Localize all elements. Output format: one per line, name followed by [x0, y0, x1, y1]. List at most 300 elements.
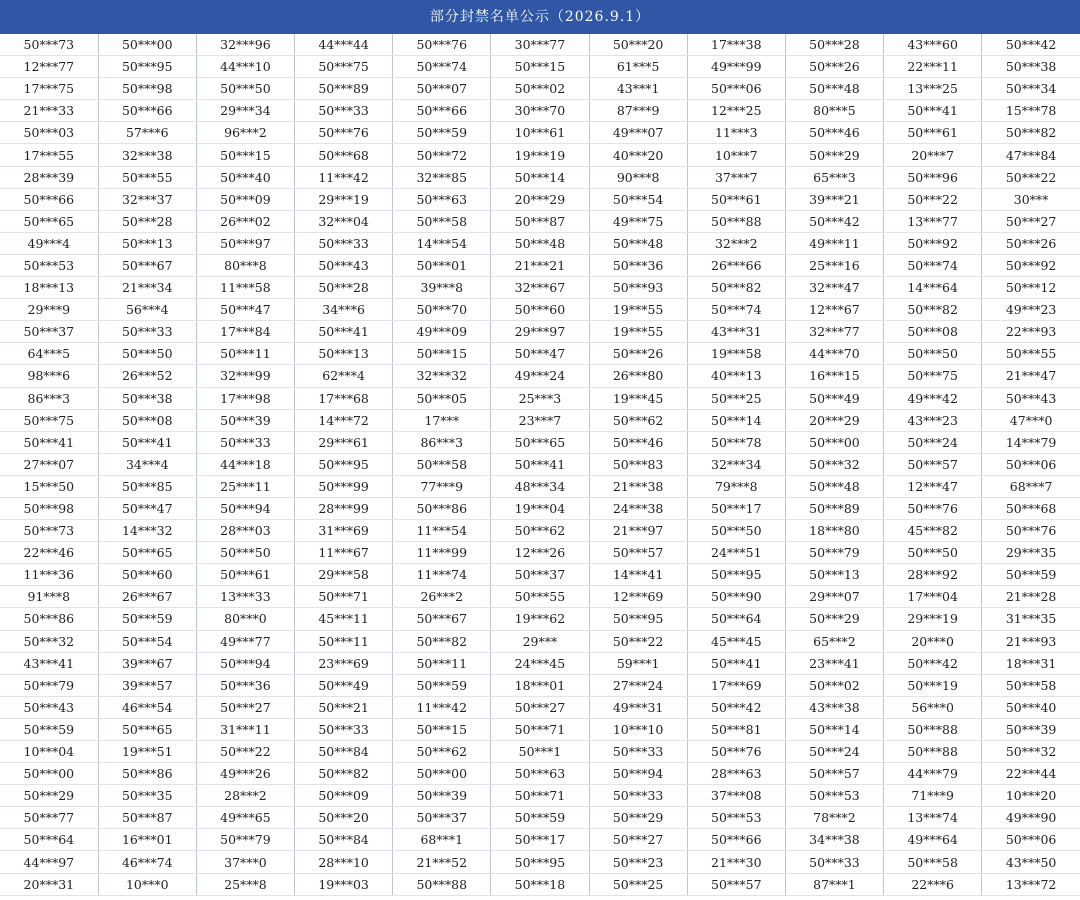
masked-id-cell: 49***26: [196, 763, 294, 785]
masked-id-cell: 28***99: [295, 497, 393, 519]
masked-id-cell: 24***51: [687, 542, 785, 564]
masked-id-cell: 50***59: [982, 564, 1080, 586]
masked-id-cell: 19***19: [491, 144, 589, 166]
masked-id-cell: 49***42: [884, 387, 982, 409]
masked-id-cell: 50***40: [982, 696, 1080, 718]
masked-id-cell: 21***28: [982, 586, 1080, 608]
masked-id-cell: 50***82: [884, 299, 982, 321]
masked-id-cell: 29***9: [0, 299, 98, 321]
table-row: [0, 166, 1080, 188]
masked-id-cell: 50***48: [785, 78, 883, 100]
masked-id-cell: 12***26: [491, 542, 589, 564]
masked-id-cell: 11***99: [393, 542, 491, 564]
table-row: [0, 586, 1080, 608]
masked-id-cell: 87***9: [589, 100, 687, 122]
masked-id-cell: 50***75: [295, 56, 393, 78]
masked-id-cell: 50***11: [393, 652, 491, 674]
masked-id-cell: 50***26: [785, 56, 883, 78]
masked-id-cell: 49***31: [589, 696, 687, 718]
masked-id-cell: 78***2: [785, 807, 883, 829]
masked-id-cell: 50***59: [393, 122, 491, 144]
masked-id-cell: 50***43: [982, 387, 1080, 409]
masked-id-cell: 17***04: [884, 586, 982, 608]
masked-id-cell: 50***62: [589, 409, 687, 431]
masked-id-cell: 44***70: [785, 343, 883, 365]
masked-id-cell: 50***55: [491, 586, 589, 608]
masked-id-cell: 20***31: [0, 873, 98, 895]
page-title: 部分封禁名单公示（2026.9.1）: [0, 0, 1080, 34]
masked-id-cell: 25***11: [196, 475, 294, 497]
masked-id-cell: 50***60: [98, 564, 196, 586]
masked-id-cell: 49***07: [589, 122, 687, 144]
masked-id-cell: 10***61: [491, 122, 589, 144]
masked-id-cell: 50***14: [491, 166, 589, 188]
masked-id-cell: 50***55: [982, 343, 1080, 365]
masked-id-cell: 50***05: [393, 387, 491, 409]
masked-id-cell: 34***4: [98, 453, 196, 475]
masked-id-cell: 13***72: [982, 873, 1080, 895]
masked-id-cell: 50***13: [98, 232, 196, 254]
masked-id-cell: 50***29: [785, 608, 883, 630]
masked-id-cell: 13***25: [884, 78, 982, 100]
table-row: [0, 807, 1080, 829]
masked-id-cell: 10***20: [982, 785, 1080, 807]
masked-id-cell: 50***74: [393, 56, 491, 78]
masked-id-cell: 65***2: [785, 630, 883, 652]
masked-id-cell: 50***00: [98, 34, 196, 56]
masked-id-cell: 39***21: [785, 188, 883, 210]
masked-id-cell: 50***48: [785, 475, 883, 497]
masked-id-cell: 50***86: [0, 608, 98, 630]
masked-id-cell: 43***41: [0, 652, 98, 674]
masked-id-cell: 50***57: [687, 873, 785, 895]
masked-id-cell: 22***93: [982, 321, 1080, 343]
masked-id-cell: 50***00: [393, 763, 491, 785]
masked-id-cell: 50***41: [295, 321, 393, 343]
masked-id-cell: 19***55: [589, 299, 687, 321]
masked-id-cell: 50***76: [295, 122, 393, 144]
masked-id-cell: 50***66: [393, 100, 491, 122]
masked-id-cell: 29***19: [884, 608, 982, 630]
masked-id-cell: 50***95: [98, 56, 196, 78]
masked-id-cell: 23***7: [491, 409, 589, 431]
masked-id-cell: 44***18: [196, 453, 294, 475]
masked-id-cell: 50***88: [687, 210, 785, 232]
table-row: [0, 475, 1080, 497]
masked-id-cell: 50***22: [884, 188, 982, 210]
masked-id-cell: 22***44: [982, 763, 1080, 785]
masked-id-cell: 22***11: [884, 56, 982, 78]
masked-id-cell: 50***67: [393, 608, 491, 630]
masked-id-cell: 50***28: [295, 277, 393, 299]
table-row: [0, 409, 1080, 431]
masked-id-cell: 50***78: [687, 431, 785, 453]
masked-id-cell: 50***37: [491, 564, 589, 586]
masked-id-cell: 50***74: [884, 254, 982, 276]
masked-id-cell: 50***82: [295, 763, 393, 785]
masked-id-cell: 26***02: [196, 210, 294, 232]
masked-id-cell: 50***26: [589, 343, 687, 365]
masked-id-cell: 50***17: [687, 497, 785, 519]
masked-id-cell: 50***19: [884, 674, 982, 696]
masked-id-cell: 50***71: [491, 718, 589, 740]
table-row: [0, 78, 1080, 100]
masked-id-cell: 50***74: [687, 299, 785, 321]
masked-id-cell: 50***61: [687, 188, 785, 210]
masked-id-cell: 11***42: [393, 696, 491, 718]
masked-id-cell: 50***94: [196, 652, 294, 674]
masked-id-cell: 50***83: [589, 453, 687, 475]
masked-id-cell: 86***3: [0, 387, 98, 409]
masked-id-cell: 64***5: [0, 343, 98, 365]
masked-id-cell: 32***37: [98, 188, 196, 210]
masked-id-cell: 16***15: [785, 365, 883, 387]
masked-id-cell: 20***29: [491, 188, 589, 210]
masked-id-cell: 49***64: [884, 829, 982, 851]
masked-id-cell: 50***33: [295, 718, 393, 740]
masked-id-cell: 14***32: [98, 520, 196, 542]
masked-id-cell: 50***42: [687, 696, 785, 718]
masked-id-cell: 40***13: [687, 365, 785, 387]
masked-id-cell: 22***6: [884, 873, 982, 895]
masked-id-cell: 26***67: [98, 586, 196, 608]
masked-id-cell: 12***77: [0, 56, 98, 78]
masked-id-cell: 50***11: [196, 343, 294, 365]
masked-id-cell: 46***54: [98, 696, 196, 718]
masked-id-cell: 50***58: [393, 210, 491, 232]
masked-id-cell: 21***34: [98, 277, 196, 299]
masked-id-cell: 23***69: [295, 652, 393, 674]
masked-id-cell: 50***68: [982, 497, 1080, 519]
masked-id-cell: 50***08: [98, 409, 196, 431]
masked-id-cell: 24***38: [589, 497, 687, 519]
masked-id-cell: 50***82: [982, 122, 1080, 144]
masked-id-cell: 23***41: [785, 652, 883, 674]
masked-id-cell: 50***33: [98, 321, 196, 343]
masked-id-cell: 31***35: [982, 608, 1080, 630]
masked-id-cell: 50***92: [884, 232, 982, 254]
table-row: [0, 254, 1080, 276]
masked-id-cell: 50***06: [687, 78, 785, 100]
masked-id-cell: 56***4: [98, 299, 196, 321]
masked-id-cell: 49***09: [393, 321, 491, 343]
masked-id-cell: 50***06: [982, 453, 1080, 475]
masked-id-cell: 68***1: [393, 829, 491, 851]
masked-id-cell: 50***97: [196, 232, 294, 254]
masked-id-cell: 50***33: [295, 100, 393, 122]
masked-id-cell: 21***33: [0, 100, 98, 122]
masked-id-cell: 50***15: [196, 144, 294, 166]
masked-id-cell: 50***32: [982, 741, 1080, 763]
masked-id-cell: 29***07: [785, 586, 883, 608]
masked-id-cell: 50***77: [0, 807, 98, 829]
masked-id-cell: 50***42: [884, 652, 982, 674]
table-row: [0, 144, 1080, 166]
masked-id-cell: 21***93: [982, 630, 1080, 652]
masked-id-cell: 17***68: [295, 387, 393, 409]
masked-id-cell: 98***6: [0, 365, 98, 387]
masked-id-cell: 50***85: [98, 475, 196, 497]
masked-id-cell: 14***79: [982, 431, 1080, 453]
masked-id-cell: 50***98: [0, 497, 98, 519]
masked-id-cell: 14***54: [393, 232, 491, 254]
masked-id-cell: 11***3: [687, 122, 785, 144]
masked-id-cell: 50***55: [98, 166, 196, 188]
masked-id-cell: 50***76: [687, 741, 785, 763]
masked-id-cell: 50***95: [589, 608, 687, 630]
masked-id-cell: 50***17: [491, 829, 589, 851]
masked-id-cell: 61***5: [589, 56, 687, 78]
table-row: [0, 188, 1080, 210]
masked-id-cell: 20***29: [785, 409, 883, 431]
masked-id-cell: 44***44: [295, 34, 393, 56]
masked-id-cell: 32***04: [295, 210, 393, 232]
masked-id-cell: 32***67: [491, 277, 589, 299]
masked-id-cell: 50***39: [982, 718, 1080, 740]
masked-id-cell: 50***58: [393, 453, 491, 475]
masked-id-cell: 49***99: [687, 56, 785, 78]
masked-id-cell: 19***62: [491, 608, 589, 630]
masked-id-cell: 50***64: [0, 829, 98, 851]
masked-id-cell: 19***51: [98, 741, 196, 763]
masked-id-cell: 50***35: [98, 785, 196, 807]
masked-id-cell: 50***87: [98, 807, 196, 829]
masked-id-cell: 50***99: [295, 475, 393, 497]
masked-id-cell: 10***10: [589, 718, 687, 740]
masked-id-cell: 50***13: [785, 564, 883, 586]
masked-id-cell: 50***36: [589, 254, 687, 276]
masked-id-cell: 50***09: [196, 188, 294, 210]
masked-id-cell: 32***34: [687, 453, 785, 475]
masked-id-cell: 87***1: [785, 873, 883, 895]
masked-id-cell: 50***43: [295, 254, 393, 276]
masked-id-cell: 50***54: [589, 188, 687, 210]
table-row: [0, 122, 1080, 144]
masked-id-cell: 50***25: [687, 387, 785, 409]
masked-id-cell: 29***35: [982, 542, 1080, 564]
masked-id-cell: 32***38: [98, 144, 196, 166]
masked-id-cell: 37***7: [687, 166, 785, 188]
masked-id-cell: 32***99: [196, 365, 294, 387]
masked-id-cell: 21***30: [687, 851, 785, 873]
masked-id-cell: 32***77: [785, 321, 883, 343]
masked-id-cell: 49***90: [982, 807, 1080, 829]
masked-id-cell: 28***03: [196, 520, 294, 542]
masked-id-cell: 50***22: [589, 630, 687, 652]
masked-id-cell: 50***33: [785, 851, 883, 873]
masked-id-cell: 50***39: [393, 785, 491, 807]
masked-id-cell: 90***8: [589, 166, 687, 188]
masked-id-cell: 91***8: [0, 586, 98, 608]
table-row: [0, 453, 1080, 475]
masked-id-cell: 49***65: [196, 807, 294, 829]
masked-id-cell: 13***74: [884, 807, 982, 829]
masked-id-cell: 56***0: [884, 696, 982, 718]
masked-id-cell: 50***46: [785, 122, 883, 144]
masked-id-cell: 50***09: [295, 785, 393, 807]
masked-id-cell: 50***41: [491, 453, 589, 475]
masked-id-cell: 79***8: [687, 475, 785, 497]
masked-id-cell: 80***0: [196, 608, 294, 630]
masked-id-cell: 19***04: [491, 497, 589, 519]
masked-id-cell: 50***73: [0, 34, 98, 56]
masked-id-cell: 37***08: [687, 785, 785, 807]
masked-id-cell: 49***24: [491, 365, 589, 387]
masked-id-cell: 31***11: [196, 718, 294, 740]
masked-id-cell: 50***84: [295, 829, 393, 851]
masked-id-cell: 50***03: [0, 122, 98, 144]
masked-id-cell: 13***33: [196, 586, 294, 608]
masked-id-cell: 50***63: [491, 763, 589, 785]
masked-id-cell: 50***89: [785, 497, 883, 519]
masked-id-cell: 27***24: [589, 674, 687, 696]
masked-id-cell: 50***27: [982, 210, 1080, 232]
table-row: [0, 387, 1080, 409]
masked-id-cell: 50***48: [589, 232, 687, 254]
masked-id-cell: 11***36: [0, 564, 98, 586]
masked-id-cell: 50***59: [491, 807, 589, 829]
masked-id-cell: 50***47: [98, 497, 196, 519]
masked-id-cell: 80***8: [196, 254, 294, 276]
masked-id-cell: 50***07: [393, 78, 491, 100]
masked-id-cell: 49***23: [982, 299, 1080, 321]
masked-id-cell: 50***86: [393, 497, 491, 519]
masked-id-cell: 50***93: [589, 277, 687, 299]
masked-id-cell: 50***98: [98, 78, 196, 100]
masked-id-cell: 44***10: [196, 56, 294, 78]
masked-id-cell: 50***64: [687, 608, 785, 630]
masked-id-cell: 50***37: [0, 321, 98, 343]
masked-id-cell: 50***37: [393, 807, 491, 829]
masked-id-cell: 50***12: [982, 277, 1080, 299]
masked-id-cell: 28***2: [196, 785, 294, 807]
masked-id-cell: 28***39: [0, 166, 98, 188]
table-row: [0, 652, 1080, 674]
table-row: [0, 343, 1080, 365]
masked-id-cell: 50***48: [491, 232, 589, 254]
masked-id-cell: 50***49: [785, 387, 883, 409]
masked-id-cell: 50***38: [982, 56, 1080, 78]
masked-id-cell: 50***65: [98, 542, 196, 564]
masked-id-cell: 50***32: [785, 453, 883, 475]
masked-id-cell: 50***25: [589, 873, 687, 895]
masked-id-cell: 50***88: [884, 741, 982, 763]
masked-id-cell: 50***32: [0, 630, 98, 652]
masked-id-cell: 50***00: [785, 431, 883, 453]
table-row: [0, 100, 1080, 122]
masked-id-cell: 27***07: [0, 453, 98, 475]
table-row: [0, 696, 1080, 718]
ban-list-body: [0, 34, 1080, 895]
masked-id-cell: 50***79: [196, 829, 294, 851]
masked-id-cell: 25***16: [785, 254, 883, 276]
table-row: [0, 851, 1080, 873]
masked-id-cell: 28***63: [687, 763, 785, 785]
masked-id-cell: 46***74: [98, 851, 196, 873]
masked-id-cell: 50***96: [884, 166, 982, 188]
masked-id-cell: 57***6: [98, 122, 196, 144]
masked-id-cell: 20***7: [884, 144, 982, 166]
masked-id-cell: 50***40: [196, 166, 294, 188]
masked-id-cell: 32***32: [393, 365, 491, 387]
masked-id-cell: 50***34: [982, 78, 1080, 100]
masked-id-cell: 32***47: [785, 277, 883, 299]
masked-id-cell: 50***02: [785, 674, 883, 696]
masked-id-cell: 17***55: [0, 144, 98, 166]
masked-id-cell: 24***45: [491, 652, 589, 674]
masked-id-cell: 12***69: [589, 586, 687, 608]
masked-id-cell: 50***60: [491, 299, 589, 321]
masked-id-cell: 19***45: [589, 387, 687, 409]
masked-id-cell: 49***4: [0, 232, 98, 254]
masked-id-cell: 96***2: [196, 122, 294, 144]
masked-id-cell: 29***97: [491, 321, 589, 343]
ban-list-table: [0, 34, 1080, 896]
masked-id-cell: 50***87: [491, 210, 589, 232]
masked-id-cell: 28***10: [295, 851, 393, 873]
masked-id-cell: 50***27: [589, 829, 687, 851]
table-row: [0, 299, 1080, 321]
masked-id-cell: 50***58: [884, 851, 982, 873]
masked-id-cell: 17***69: [687, 674, 785, 696]
masked-id-cell: 31***69: [295, 520, 393, 542]
masked-id-cell: 86***3: [393, 431, 491, 453]
masked-id-cell: 13***77: [884, 210, 982, 232]
masked-id-cell: 20***0: [884, 630, 982, 652]
masked-id-cell: 29***61: [295, 431, 393, 453]
masked-id-cell: 49***11: [785, 232, 883, 254]
masked-id-cell: 32***96: [196, 34, 294, 56]
masked-id-cell: 50***50: [196, 78, 294, 100]
masked-id-cell: 12***67: [785, 299, 883, 321]
masked-id-cell: 50***46: [589, 431, 687, 453]
masked-id-cell: 29***34: [196, 100, 294, 122]
masked-id-cell: 80***5: [785, 100, 883, 122]
masked-id-cell: 49***77: [196, 630, 294, 652]
masked-id-cell: 50***21: [295, 696, 393, 718]
masked-id-cell: 50***23: [589, 851, 687, 873]
masked-id-cell: 50***84: [295, 741, 393, 763]
masked-id-cell: 17***75: [0, 78, 98, 100]
masked-id-cell: 50***33: [589, 785, 687, 807]
masked-id-cell: 18***13: [0, 277, 98, 299]
table-row: [0, 321, 1080, 343]
table-row: [0, 431, 1080, 453]
table-row: [0, 34, 1080, 56]
masked-id-cell: 62***4: [295, 365, 393, 387]
masked-id-cell: 50***02: [491, 78, 589, 100]
masked-id-cell: 50***63: [393, 188, 491, 210]
masked-id-cell: 40***20: [589, 144, 687, 166]
masked-id-cell: 34***6: [295, 299, 393, 321]
masked-id-cell: 19***55: [589, 321, 687, 343]
masked-id-cell: 22***46: [0, 542, 98, 564]
masked-id-cell: 65***3: [785, 166, 883, 188]
table-row: [0, 763, 1080, 785]
masked-id-cell: 50***20: [589, 34, 687, 56]
masked-id-cell: 50***95: [687, 564, 785, 586]
masked-id-cell: 50***41: [884, 100, 982, 122]
masked-id-cell: 10***04: [0, 741, 98, 763]
masked-id-cell: 45***11: [295, 608, 393, 630]
masked-id-cell: 50***18: [491, 873, 589, 895]
masked-id-cell: 50***57: [589, 542, 687, 564]
masked-id-cell: 50***15: [393, 343, 491, 365]
masked-id-cell: 50***28: [98, 210, 196, 232]
masked-id-cell: 21***38: [589, 475, 687, 497]
masked-id-cell: 50***29: [785, 144, 883, 166]
masked-id-cell: 43***1: [589, 78, 687, 100]
